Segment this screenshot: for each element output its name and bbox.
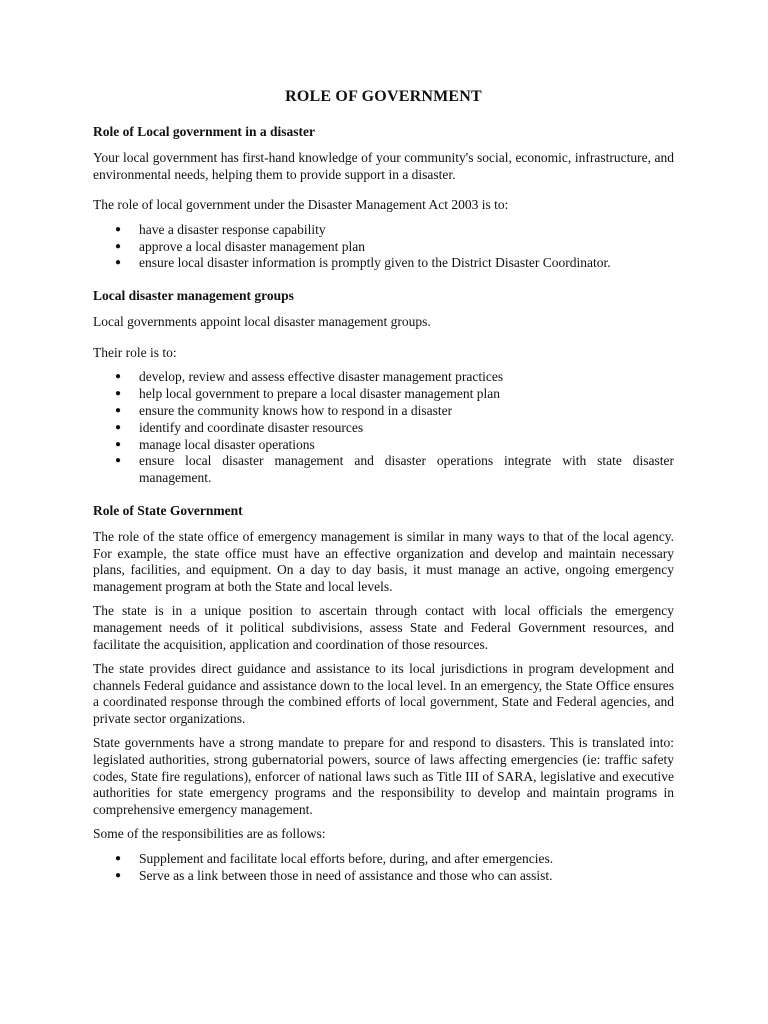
- bullet-icon: ●: [115, 869, 122, 881]
- section-heading-local-government: Role of Local government in a disaster: [93, 124, 315, 139]
- list-item: ● ensure the community knows how to respond in a disaster: [115, 402, 453, 418]
- bullet-icon: ●: [115, 438, 122, 450]
- bullet-icon: ●: [115, 371, 122, 383]
- bullet-list-state-responsibilities: [93, 851, 674, 885]
- bullet-icon: ●: [115, 455, 122, 467]
- list-item: ● develop, review and assess effective disaster management practices: [115, 369, 504, 385]
- list-item: ● approve a local disaster management plan: [115, 238, 366, 254]
- section-heading-disaster-groups: Local disaster management groups: [93, 288, 294, 304]
- list-item: ● help local government to prepare a local disaster management plan: [115, 386, 500, 402]
- paragraph: The role of local government under the Disaster Management Act 2003 is to:: [93, 197, 509, 213]
- paragraph: State governments have a strong mandate to prepare for and respond to disasters. This is translated into: legislated authorities, strong gubernatorial powers, source of laws affecting emergencies (ie: traffic safety codes, State fire regulations), enforcer of national laws such as Title III of SARA, legislative and executive authorities for state emergency programs and the responsibility to develop and maintain programs in comprehensive emergency management.: [93, 735, 674, 817]
- bullet-list-local-government: [93, 222, 674, 272]
- list-item: ● Supplement and facilitate local efforts before, during, and after emergencies.: [115, 851, 554, 867]
- bullet-list-disaster-groups: [93, 369, 674, 487]
- paragraph: The state is in a unique position to ascertain through contact with local officials the emergency management needs of it political subdivisions, assess State and Federal Government resources, and facilitate the acquisition, application and coordination of those resources.: [93, 603, 674, 652]
- bullet-icon: ●: [115, 388, 122, 400]
- list-item: ● have a disaster response capability: [115, 221, 326, 237]
- paragraph: Some of the responsibilities are as follows:: [93, 826, 326, 842]
- bullet-icon: ●: [115, 853, 122, 865]
- list-item: ● identify and coordinate disaster resources: [115, 419, 364, 435]
- bullet-icon: ●: [115, 257, 122, 269]
- list-item: ● Serve as a link between those in need of assistance and those who can assist.: [115, 867, 553, 883]
- bullet-icon: ●: [115, 240, 122, 252]
- paragraph: The role of the state office of emergency management is similar in many ways to that of the local agency. For example, the state office must have an effective organization and develop and maintain necessary plans, facilities, and equipment. On a day to day basis, it must manage an active, ongoing emergency management program at both the State and local levels.: [93, 528, 674, 594]
- section-heading-state-government: Role of State Government: [93, 502, 243, 518]
- list-item: ● ensure local disaster information is promptly given to the District Disaster Coordinator.: [115, 255, 611, 271]
- list-item: ● ensure local disaster management and disaster operations integrate with state disaster management.: [115, 453, 674, 486]
- paragraph: Their role is to:: [93, 344, 177, 360]
- page-title: ROLE OF GOVERNMENT: [285, 88, 482, 105]
- list-item: ● manage local disaster operations: [115, 436, 315, 452]
- bullet-icon: ●: [115, 404, 122, 416]
- paragraph: Local governments appoint local disaster management groups.: [93, 314, 431, 330]
- bullet-icon: ●: [115, 421, 122, 433]
- bullet-icon: ●: [115, 223, 122, 235]
- paragraph: The state provides direct guidance and assistance to its local jurisdictions in program development and channels Federal guidance and assistance down to the local level. In an emergency, the State Office ensures a coordinated response through the combined efforts of local government, State and Federal agencies, and private sector organizations.: [93, 661, 674, 726]
- paragraph: Your local government has first-hand knowledge of your community's social, economic, infrastructure, and environmental needs, helping them to provide support in a disaster.: [93, 150, 674, 182]
